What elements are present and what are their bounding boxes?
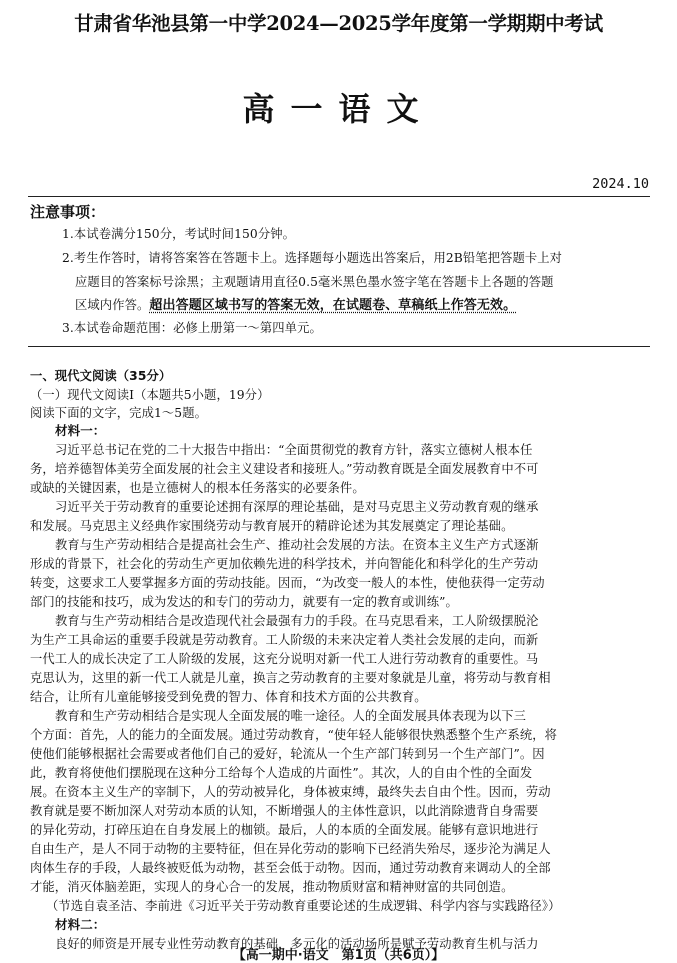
notice-divider xyxy=(28,346,650,347)
text-line: 转变，这要求工人要掌握多方面的劳动技能。因而，“为改变一般人的本性，使他获得一定劳动 xyxy=(30,576,545,590)
text-line: 结合，让所有儿童能够接受到免费的智力、体育和技术方面的公共教育。 xyxy=(30,690,427,704)
section-heading: 一、现代文阅读（35分） xyxy=(30,369,172,383)
text-line: 教育就是要不断加深人对劳动本质的认知，不断增强人的主体性意识，以此消除遗背自身需要 xyxy=(30,804,539,818)
subsection-heading: （一）现代文阅读Ⅰ（本题共5小题，19分） xyxy=(30,388,270,402)
text-line: 良好的师资是开展专业性劳动教育的基础，多元化的活动场所是赋予劳动教育生机与活力 xyxy=(55,937,539,951)
notice-warning: 超出答题区域书写的答案无效，在试题卷、草稿纸上作答无效。 xyxy=(149,298,517,313)
source-citation: （节选自袁圣洁、李前进《习近平关于劳动教育重要论述的生成逻辑、科学内容与实践路径》） xyxy=(46,899,561,913)
page-footer: 【高一期中·语文 第1页（共6页）】 xyxy=(232,948,445,963)
text-line: 一代工人的成长决定了工人阶级的发展，这充分说明对新一代工人进行劳动教育的重要性。马 xyxy=(30,652,539,666)
text-line: 或缺的关键因素，也是立德树人的根本任务落实的必要条件。 xyxy=(30,481,365,495)
notice-item-3: 3.本试卷命题范围：必修上册第一～第四单元。 xyxy=(62,321,322,335)
instruction: 阅读下面的文字，完成1～5题。 xyxy=(30,406,208,420)
material2-label: 材料二： xyxy=(55,917,106,932)
text-line: 为生产工具命运的重要手段就是劳动教育。工人阶级的未来决定着人类社会发展的走向，而新 xyxy=(30,633,539,647)
exam-date: 2024.10 xyxy=(592,176,649,192)
exam-title: 甘肃省华池县第一中学2024—2025学年度第一学期期中考试 xyxy=(74,12,603,35)
text-line: 教育与生产劳动相结合是提高社会生产、推动社会发展的方法。在资本主义生产方式逐渐 xyxy=(55,538,539,552)
text-line: 和发展。马克思主义经典作家围绕劳动与教育展开的精辟论述为其发展奠定了理论基础。 xyxy=(30,519,514,533)
text-line: 教育和生产劳动相结合是实现人全面发展的唯一途径。人的全面发展具体表现为以下三 xyxy=(55,709,527,723)
notice-item-2: 2.考生作答时，请将答案答在答题卡上。选择题每小题选出答案后，用2B铅笔把答题卡上对 xyxy=(62,251,563,265)
notice-area-text: 区域内作答。 xyxy=(75,298,150,312)
subject-title: 高一语文 xyxy=(242,90,435,128)
text-line: 部门的技能和技巧，成为发达的和专门的劳动力，就要有一定的教育或训练”。 xyxy=(30,595,458,609)
notice-heading: 注意事项： xyxy=(30,203,106,221)
text-line: 克思认为，这里的新一代工人就是儿童，换言之劳动教育的主要对象就是儿童，将劳动与教育相 xyxy=(30,671,551,685)
material1-label: 材料一： xyxy=(55,423,106,438)
top-divider xyxy=(28,196,650,197)
text-line: 肉体生存的手段，人最终被贬低为动物，甚至会低于动物。因而，通过劳动教育来调动人的全部 xyxy=(30,861,551,875)
text-line: 自由生产，是人不同于动物的主要特征，但在异化劳动的影响下已经消失殆尽，逐步沦为满足人 xyxy=(30,842,551,856)
text-line: 使他们能够根据社会需要或者他们自己的爱好，轮流从一个生产部门转到另一个生产部门”。因 xyxy=(30,747,545,761)
notice-item-2-tail xyxy=(75,294,516,313)
text-line: 个方面：首先，人的能力的全面发展。通过劳动教育，“使年轻人能够很快熟悉整个生产系统，将 xyxy=(30,728,558,742)
text-line: 教育与生产劳动相结合是改造现代社会最强有力的手段。在马克思看来，工人阶级摆脱沦 xyxy=(55,614,539,628)
text-line: 习近平总书记在党的二十大报告中指出：“全面贯彻党的教育方针，落实立德树人根本任 xyxy=(55,443,533,457)
text-line: 的异化劳动，打碎压迫在自身发展上的枷锁。最后，人的本质的全面发展。能够有意识地进行 xyxy=(30,823,539,837)
text-line: 务，培养德智体美劳全面发展的社会主义建设者和接班人。”劳动教育既是全面发展教育中不可 xyxy=(30,462,539,476)
text-line: 习近平关于劳动教育的重要论述拥有深厚的理论基础，是对马克思主义劳动教育观的继承 xyxy=(55,500,539,514)
notice-item-2-cont: 应题目的答案标号涂黑；主观题请用直径0.5毫米黑色墨水签字笔在答题卡上各题的答题 xyxy=(75,275,554,289)
text-line: 展。在资本主义生产的宰制下，人的劳动被异化，身体被束缚，最终失去自由个性。因而，劳动 xyxy=(30,785,551,799)
text-line: 形成的背景下，社会化的劳动生产更加依赖先进的科学技术，并向智能化和科学化的生产劳动 xyxy=(30,557,539,571)
text-line: 此，教育将使他们摆脱现在这种分工给每个人造成的片面性”。其次，人的自由个性的全面发 xyxy=(30,766,533,780)
notice-item-1: 1.本试卷满分150分，考试时间150分钟。 xyxy=(62,227,296,241)
text-line: 才能，消灭体脑差距，实现人的身心合一的发展，推动物质财富和精神财富的共同创造。 xyxy=(30,880,514,894)
